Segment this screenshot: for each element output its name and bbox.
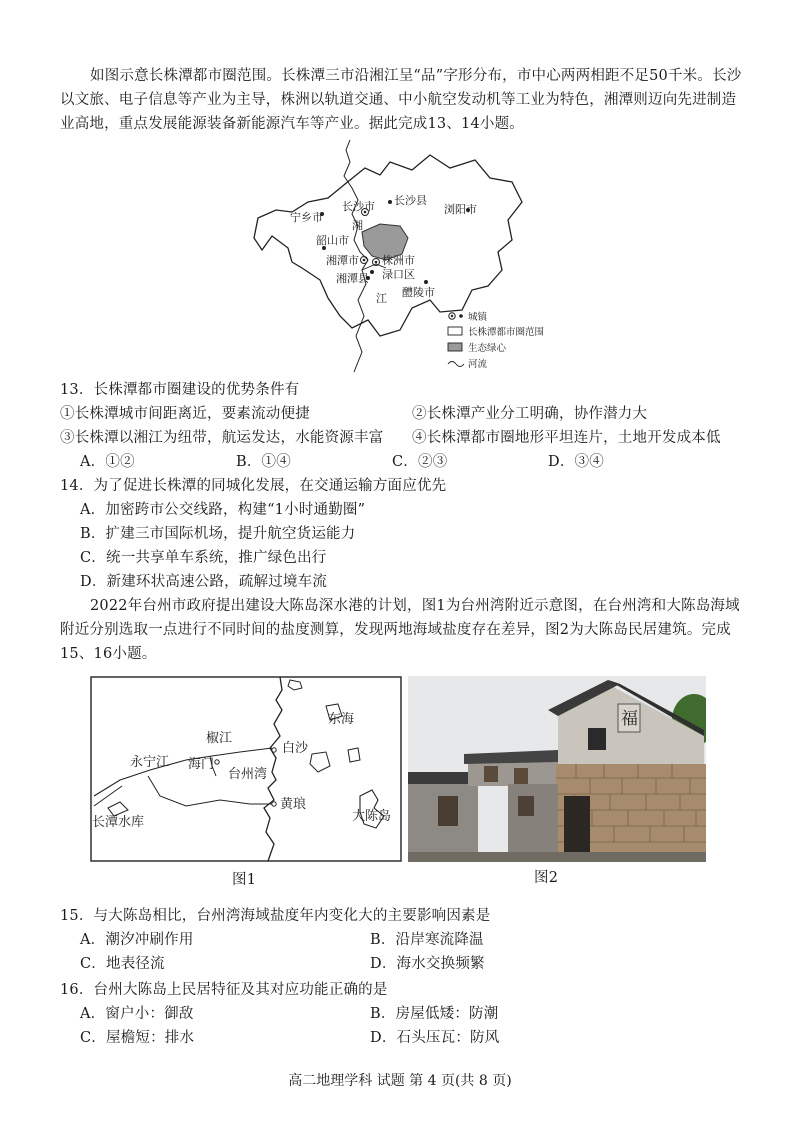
label-taizhouwan: 台州湾	[228, 767, 268, 782]
changzhutan-map	[240, 140, 580, 380]
q13-option-c: C．②③	[392, 454, 448, 470]
q13-statement-4: ④长株潭都市圈地形平坦连片，土地开发成本低	[412, 430, 721, 446]
q16-option-a: A．窗户小：御敌	[80, 1006, 194, 1022]
map-legend	[448, 311, 544, 370]
q13-option-d: D．③④	[548, 454, 604, 470]
label-xiangtanxian: 湘潭县	[336, 272, 369, 285]
fig2-caption: 图2	[534, 870, 559, 886]
label-liling: 醴陵市	[402, 286, 435, 299]
label-baisha: 白沙	[282, 741, 309, 756]
label-xiangtanshi: 湘潭市	[326, 254, 359, 267]
fig1-caption: 图1	[232, 872, 257, 888]
q15-option-d: D．海水交换频繁	[370, 956, 485, 972]
label-huanglang: 黄琅	[280, 797, 307, 812]
taizhou-bay-map	[90, 676, 402, 862]
legend-green: 生态绿心	[468, 343, 507, 354]
q15-option-b: B．沿岸寒流降温	[370, 932, 484, 948]
label-changtan: 长潭水库	[92, 815, 145, 830]
label-ningxiang: 宁乡市	[290, 211, 323, 224]
dachen-house-photo	[408, 676, 706, 862]
q14-option-d: D．新建环状高速公路，疏解过境车流	[80, 574, 328, 590]
label-zhuzhoushi: 株洲市	[382, 254, 415, 267]
intro-paragraph-13-14: 如图示意长株潭都市圈范围。长株潭三市沿湘江呈“品”字形分布，市中心两两相距不足50千米。长沙以文旅、电子信息等产业为主导，株洲以轨道交通、中小航空发动机等工业为特色，湘潭则迈向先进制造业高地，重点发展能源装备新能源汽车等产业。据此完成13、14小题。	[60, 68, 742, 132]
q13-option-b: B．①④	[236, 454, 291, 470]
legend-river: 河流	[468, 359, 488, 370]
page-footer: 高二地理学科 试题 第 4 页(共 8 页)	[288, 1073, 512, 1089]
q13-statement-2: ②长株潭产业分工明确，协作潜力大	[412, 406, 648, 422]
q16-option-c: C．屋檐短：排水	[80, 1030, 195, 1046]
label-changshaxian: 长沙县	[394, 194, 427, 207]
q13-option-a: A．①②	[80, 454, 135, 470]
q13-statement-3: ③长株潭以湘江为纽带，航运发达，水能资源丰富	[60, 430, 384, 446]
legend-area: 长株潭都市圈范围	[468, 327, 545, 338]
q16-stem: 16．台州大陈岛上民居特征及其对应功能正确的是	[60, 982, 388, 998]
q14-stem: 14．为了促进长株潭的同城化发展，在交通运输方面应优先	[60, 478, 447, 494]
q16-option-d: D．石头压瓦：防风	[370, 1030, 500, 1046]
q16-option-b: B．房屋低矮：防潮	[370, 1006, 499, 1022]
label-haimen: 海门	[188, 757, 215, 772]
label-dachendao: 大陈岛	[352, 809, 392, 824]
label-lukou: 渌口区	[382, 268, 415, 281]
fu-sign-text: 福	[621, 709, 638, 729]
q15-stem: 15．与大陈岛相比，台州湾海域盐度年内变化大的主要影响因素是	[60, 908, 491, 924]
legend-town: 城镇	[468, 312, 488, 323]
q13-stem: 13．长株潭都市圈建设的优势条件有	[60, 382, 300, 398]
q15-option-a: A．潮汐冲刷作用	[80, 932, 194, 948]
label-changsha: 长沙市	[342, 200, 375, 213]
label-jiang: 江	[376, 292, 387, 305]
label-yongningjiang: 永宁江	[130, 755, 170, 770]
q14-option-a: A．加密跨市公交线路，构建“1小时通勤圈”	[80, 502, 366, 518]
q14-option-b: B．扩建三市国际机场，提升航空货运能力	[80, 526, 356, 542]
q15-option-c: C．地表径流	[80, 956, 165, 972]
q13-statement-1: ①长株潭城市间距离近，要素流动便捷	[60, 406, 310, 422]
label-xiang: 湘	[352, 219, 363, 232]
label-liuyang: 浏阳市	[444, 203, 477, 216]
label-donghai: 东海	[328, 712, 355, 727]
intro-paragraph-15-16: 2022年台州市政府提出建设大陈岛深水港的计划，图1为台州湾附近示意图，在台州湾和大陈岛海域附近分别选取一点进行不同时间的盐度测算，发现两地海域盐度存在差异，图2为大陈岛民居建筑。完成15、16小题。	[60, 598, 740, 662]
label-jiaojiang: 椒江	[206, 731, 233, 746]
q14-option-c: C．统一共享单车系统，推广绿色出行	[80, 550, 327, 566]
label-shaoshan: 韶山市	[316, 234, 349, 247]
